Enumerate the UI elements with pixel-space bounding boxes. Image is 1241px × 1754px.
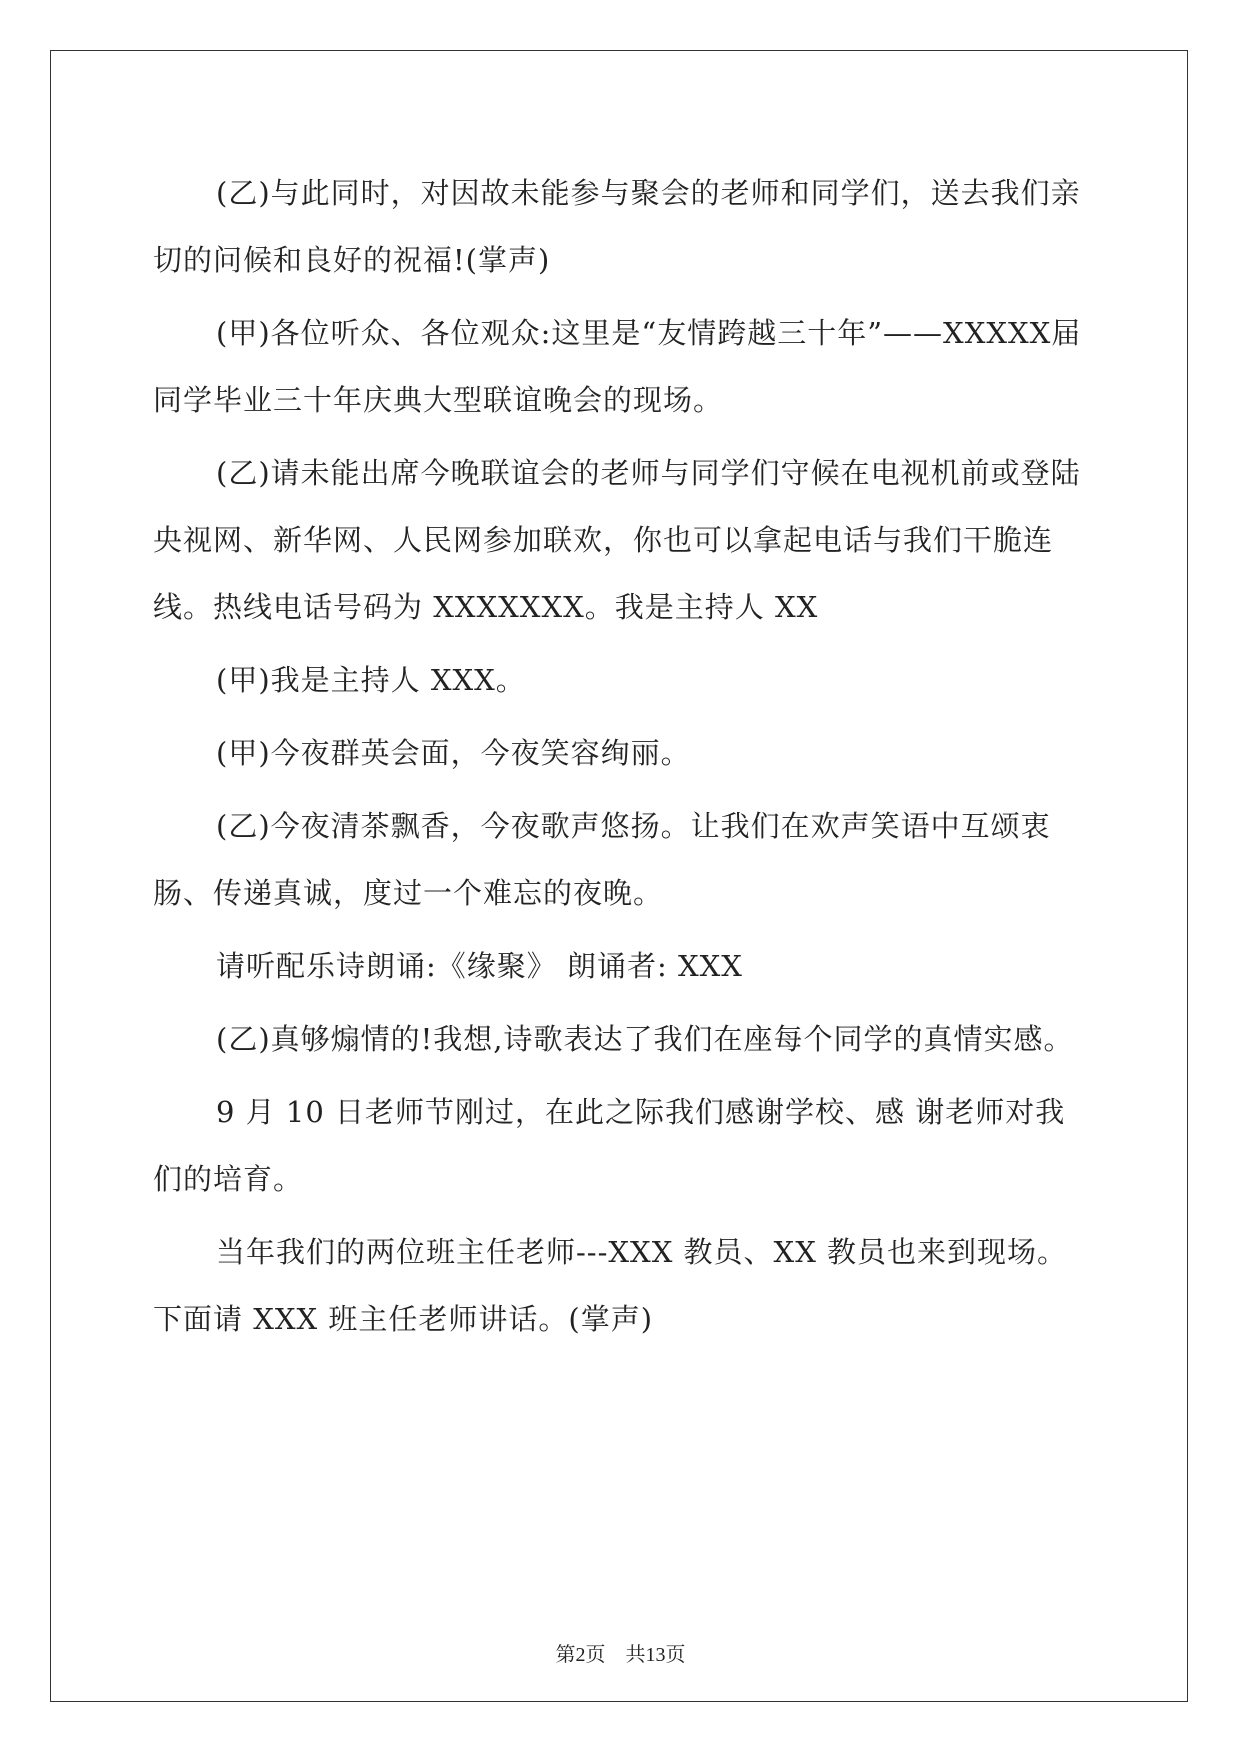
total-pages: 13 xyxy=(645,1644,666,1666)
paragraph: (甲)各位听众、各位观众:这里是“友情跨越三十年”——XXXXX届同学毕业三十年庆典大型联谊晚会的现场。 xyxy=(153,316,1082,417)
paragraph: 9 月 10 日老师节刚过，在此之际我们感谢学校、感 谢老师对我们的培育。 xyxy=(153,1095,1066,1196)
page-prefix: 第 xyxy=(555,1642,576,1666)
paragraph: (乙)今夜清茶飘香，今夜歌声悠扬。让我们在欢声笑语中互颂衷肠、传递真诚，度过一个难忘的夜晚。 xyxy=(153,809,1051,910)
paragraph: (乙)真够煽情的!我想,诗歌表达了我们在座每个同学的真情实感。 xyxy=(216,1022,1074,1056)
document-body xyxy=(153,160,1088,1353)
paragraph: (甲)我是主持人 XXX。 xyxy=(216,663,526,697)
paragraph: (乙)请未能出席今晚联谊会的老师与同学们守候在电视机前或登陆央视网、新华网、人民网参加联欢，你也可以拿起电话与我们干脆连线。热线电话号码为 XXXXXXX。我是主持人 XX xyxy=(153,456,1081,624)
total-suffix: 页 xyxy=(665,1642,686,1666)
total-prefix: 共 xyxy=(625,1642,646,1666)
page-footer xyxy=(0,1638,1241,1667)
paragraph: (乙)与此同时，对因故未能参与聚会的老师和同学们，送去我们亲切的问候和良好的祝福!(掌声) xyxy=(153,176,1081,277)
paragraph: 请听配乐诗朗诵:《缘聚》 朗诵者: XXX xyxy=(216,949,743,983)
page-number: 2 xyxy=(575,1644,586,1666)
page-suffix: 页 xyxy=(585,1642,606,1666)
paragraph: (甲)今夜群英会面，今夜笑容绚丽。 xyxy=(216,736,691,770)
paragraph: 当年我们的两位班主任老师---XXX 教员、XX 教员也来到现场。下面请 XXX 班主任老师讲话。(掌声) xyxy=(153,1235,1068,1336)
